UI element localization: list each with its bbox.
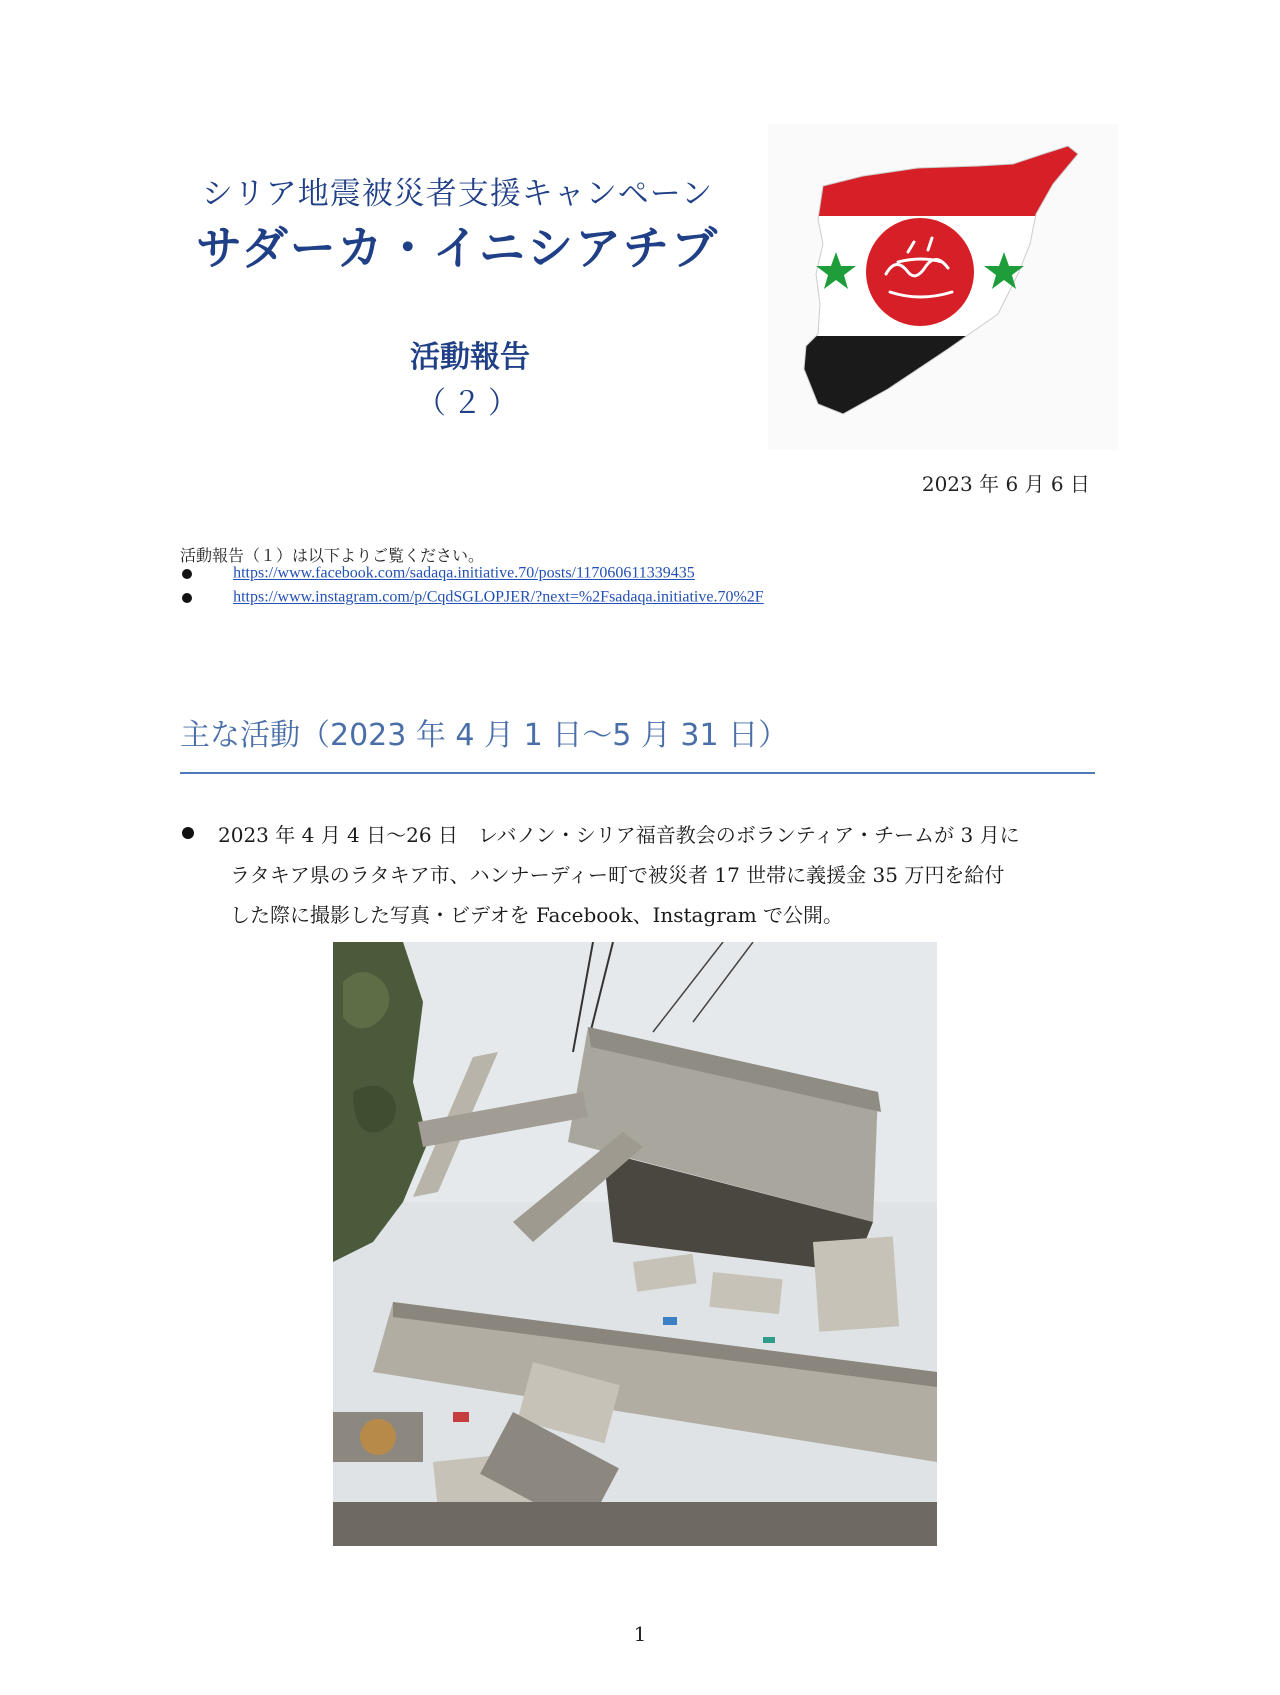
- activity-line: した際に撮影した写真・ビデオを Facebook、Instagram で公開。: [230, 903, 844, 927]
- instagram-link[interactable]: https://www.instagram.com/p/CqdSGLOPJER/?next=%2Fsadaqa.initiative.70%2F: [233, 588, 764, 606]
- previous-report-intro: 活動報告（１）は以下よりご覧ください。: [180, 546, 485, 565]
- activity-line: ラタキア県のラタキア市、ハンナーディー町で被災者 17 世帯に義援金 35 万円を給付: [230, 863, 1005, 887]
- facebook-link[interactable]: https://www.facebook.com/sadaqa.initiative.70/posts/117060611339435: [233, 564, 695, 582]
- section-divider: [180, 772, 1095, 774]
- section-heading: 主な活動（2023 年 4 月 1 日～5 月 31 日）: [180, 718, 789, 753]
- bullet-icon: [182, 569, 192, 579]
- report-number: （２）: [416, 386, 524, 421]
- syria-map-flag-logo: [768, 124, 1118, 450]
- list-item: [180, 563, 695, 587]
- report-date: 2023 年 6 月 6 日: [921, 472, 1090, 496]
- bullet-icon: [182, 827, 194, 839]
- activity-line: 2023 年 4 月 4 日～26 日 レバノン・シリア福音教会のボランティア・チームが 3 月に: [218, 823, 1020, 847]
- bullet-icon: [182, 593, 192, 603]
- list-item: [180, 587, 764, 611]
- campaign-subtitle: シリア地震被災者支援キャンペーン: [201, 176, 714, 212]
- report-title: 活動報告: [410, 340, 530, 375]
- campaign-title: サダーカ・イニシアチブ: [196, 221, 719, 275]
- activity-item: [218, 815, 1098, 935]
- collapsed-building-photo: [333, 942, 937, 1546]
- page-number: 1: [633, 1622, 647, 1646]
